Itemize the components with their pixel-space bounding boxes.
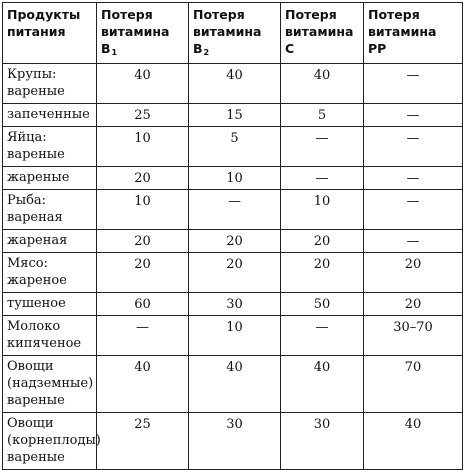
cell-pp: —: [364, 190, 463, 230]
cell-b1: —: [97, 316, 189, 356]
cell-b1: 40: [97, 64, 189, 104]
row-label: [3, 293, 97, 316]
table-row: [3, 64, 463, 104]
header-b1-line1: Потеря: [101, 7, 153, 22]
row-label: [3, 356, 97, 413]
cell-b1: 20: [97, 230, 189, 253]
header-products-line2: питания: [7, 24, 66, 39]
cell-b1: 60: [97, 293, 189, 316]
row-label: [3, 316, 97, 356]
cell-b2: 10: [189, 316, 281, 356]
header-b2-subscript: 2: [203, 48, 210, 57]
row-label-line: жареные: [7, 170, 70, 185]
cell-pp: 40: [364, 413, 463, 470]
header-b2-line2: витамина В: [193, 24, 262, 56]
cell-c: —: [281, 316, 364, 356]
cell-b2: 15: [189, 104, 281, 127]
cell-c: 5: [281, 104, 364, 127]
row-label-line: Яйца:: [7, 130, 47, 145]
row-label-line: Крупы:: [7, 67, 57, 82]
row-label-line: жареная: [7, 233, 68, 248]
cell-b1: 10: [97, 190, 189, 230]
row-label: [3, 104, 97, 127]
cell-c: 40: [281, 64, 364, 104]
header-pp: [364, 3, 463, 64]
cell-b2: 5: [189, 127, 281, 167]
row-label-line: (корнеплоды): [7, 433, 101, 448]
row-label-line: вареные: [7, 84, 65, 99]
row-label-line: Мясо:: [7, 256, 48, 271]
cell-b2: 40: [189, 64, 281, 104]
cell-b2: 30: [189, 413, 281, 470]
row-label: [3, 64, 97, 104]
cell-pp: 70: [364, 356, 463, 413]
row-label: [3, 127, 97, 167]
table-row: [3, 190, 463, 230]
cell-b1: 20: [97, 167, 189, 190]
table-row: [3, 293, 463, 316]
header-products: [3, 3, 97, 64]
table-row: [3, 230, 463, 253]
row-label-line: Рыба:: [7, 193, 47, 208]
header-b1-subscript: 1: [111, 48, 118, 57]
cell-b1: 10: [97, 127, 189, 167]
header-row: [3, 3, 463, 64]
cell-pp: —: [364, 230, 463, 253]
header-b2-line1: Потеря: [193, 7, 245, 22]
cell-pp: —: [364, 104, 463, 127]
cell-b2: 10: [189, 167, 281, 190]
table-row: [3, 104, 463, 127]
row-label: [3, 413, 101, 470]
row-label-line: кипяченое: [7, 336, 82, 351]
row-label-line: вареная: [7, 210, 63, 225]
cell-b2: 40: [189, 356, 281, 413]
row-label-line: (надземные): [7, 376, 94, 391]
cell-pp: 20: [364, 253, 463, 293]
cell-pp: —: [364, 64, 463, 104]
header-b1-line2: витамина В: [101, 24, 170, 56]
row-label: [3, 167, 97, 190]
cell-c: 20: [281, 253, 364, 293]
table-row: [3, 127, 463, 167]
cell-b1: 25: [97, 104, 189, 127]
cell-b1: 40: [97, 356, 189, 413]
cell-pp: 20: [364, 293, 463, 316]
table-row: [3, 167, 463, 190]
header-products-line1: Продукты: [7, 7, 81, 22]
cell-c: 30: [281, 413, 364, 470]
cell-pp: —: [364, 127, 463, 167]
header-c-line2: витамина С: [285, 24, 354, 56]
cell-b2: —: [189, 190, 281, 230]
row-label-line: Молоко: [7, 319, 61, 334]
header-c: [281, 3, 364, 64]
row-label-line: вареные: [7, 450, 65, 465]
header-b1: [97, 3, 189, 64]
row-label-line: жареное: [7, 273, 67, 288]
cell-b2: 30: [189, 293, 281, 316]
row-label-line: тушеное: [7, 296, 66, 311]
header-c-line1: Потеря: [285, 7, 337, 22]
row-label: [3, 190, 97, 230]
cell-pp: —: [364, 167, 463, 190]
cell-c: 20: [281, 230, 364, 253]
cell-c: 10: [281, 190, 364, 230]
header-pp-line1: Потеря: [368, 7, 420, 22]
header-b2: [189, 3, 281, 64]
row-label: [3, 253, 97, 293]
cell-c: —: [281, 127, 364, 167]
header-pp-line2: витамина РР: [368, 24, 437, 56]
cell-b2: 20: [189, 253, 281, 293]
cell-b1: 25: [97, 413, 189, 470]
cell-c: 40: [281, 356, 364, 413]
row-label-line: вареные: [7, 147, 65, 162]
row-label-line: Овощи: [7, 359, 54, 374]
table-row: [3, 316, 463, 356]
row-label-line: запеченные: [7, 107, 90, 122]
table-row: [3, 253, 463, 293]
cell-b2: 20: [189, 230, 281, 253]
row-label-line: вареные: [7, 393, 65, 408]
cell-pp: 30–70: [364, 316, 463, 356]
table-row: [3, 356, 463, 413]
table-row: [3, 413, 463, 470]
vitamin-loss-table: [2, 2, 463, 470]
cell-c: 50: [281, 293, 364, 316]
row-label: [3, 230, 97, 253]
row-label-line: Овощи: [7, 416, 54, 431]
cell-c: —: [281, 167, 364, 190]
cell-b1: 20: [97, 253, 189, 293]
